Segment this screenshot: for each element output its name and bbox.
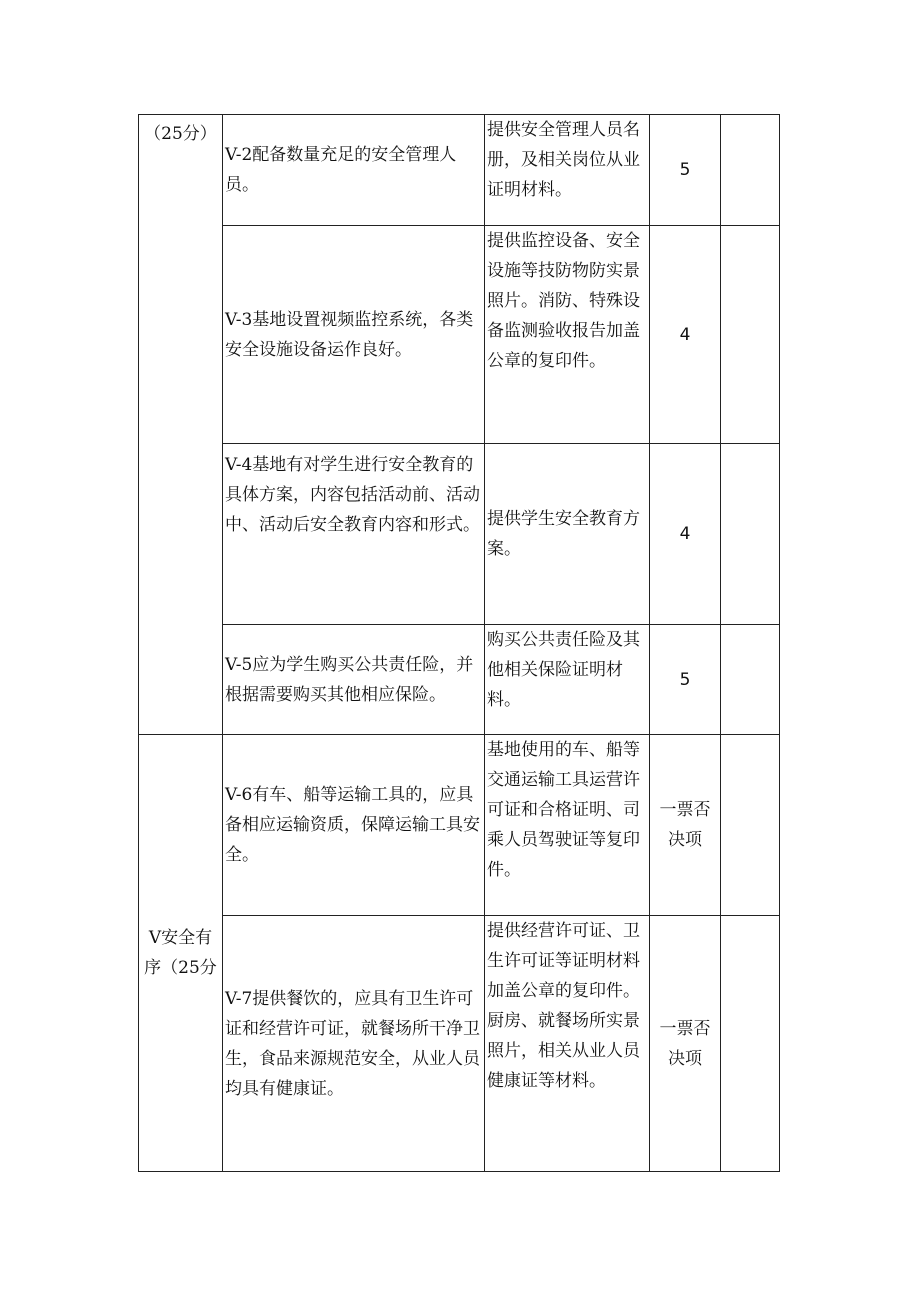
indicator-text: V-4基地有对学生进行安全教育的具体方案，内容包括活动前、活动中、活动后安全教育内容和形式。: [225, 455, 480, 535]
indicator-cell: [223, 625, 485, 735]
indicator-cell: [223, 916, 485, 1172]
table-row: [139, 916, 780, 1172]
indicator-cell: [223, 735, 485, 916]
score-cell: [650, 735, 721, 916]
category-label: （25分）: [144, 124, 217, 144]
evaluation-sheet: [138, 114, 779, 1172]
material-text: 提供经营许可证、卫生许可证等证明材料加盖公章的复印件。厨房、就餐场所实景照片，相关从业人员健康证等材料。: [487, 921, 640, 1091]
score-value: 5: [679, 160, 691, 180]
indicator-cell: [223, 115, 485, 226]
material-cell: [485, 735, 650, 916]
indicator-text: V-2配备数量充足的安全管理人员。: [225, 145, 457, 195]
material-cell: [485, 916, 650, 1172]
indicator-text: V-6有车、船等运输工具的，应具备相应运输资质，保障运输工具安全。: [225, 785, 480, 865]
table-row: [139, 115, 780, 226]
category-cell: [139, 115, 223, 735]
indicator-text: V-7提供餐饮的，应具有卫生许可证和经营许可证，就餐场所干净卫生，食品来源规范安全，从业人员均具有健康证。: [225, 988, 480, 1099]
material-text: 提供监控设备、安全设施等技防物防实景照片。消防、特殊设备监测验收报告加盖公章的复印件。: [487, 231, 640, 371]
category-cell: [139, 735, 223, 1172]
score-cell: [650, 226, 721, 444]
material-text: 基地使用的车、船等交通运输工具运营许可证和合格证明、司乘人员驾驶证等复印件。: [487, 740, 640, 880]
remark-cell: [721, 115, 780, 226]
score-value: 4: [679, 524, 691, 544]
indicator-cell: [223, 226, 485, 444]
material-cell: [485, 226, 650, 444]
score-cell: [650, 625, 721, 735]
remark-cell: [721, 226, 780, 444]
material-text: 提供安全管理人员名册，及相关岗位从业证明材料。: [487, 120, 640, 200]
indicator-text: V-3基地设置视频监控系统，各类安全设施设备运作良好。: [225, 309, 474, 360]
score-cell: [650, 444, 721, 625]
remark-cell: [721, 916, 780, 1172]
category-label: V安全有序（25分: [144, 928, 217, 978]
score-value: 一票否决项: [659, 800, 711, 850]
material-cell: [485, 444, 650, 625]
score-cell: [650, 115, 721, 226]
indicator-cell: [223, 444, 485, 625]
remark-cell: [721, 625, 780, 735]
material-cell: [485, 625, 650, 735]
material-text: 提供学生安全教育方案。: [487, 509, 640, 559]
table-row: [139, 735, 780, 916]
material-text: 购买公共责任险及其他相关保险证明材料。: [487, 630, 640, 710]
score-value: 4: [679, 324, 691, 345]
score-value: 一票否决项: [659, 1018, 711, 1069]
score-value: 5: [679, 669, 691, 690]
table-row: [139, 226, 780, 444]
remark-cell: [721, 735, 780, 916]
score-cell: [650, 916, 721, 1172]
table-row: [139, 444, 780, 625]
table-row: [139, 625, 780, 735]
remark-cell: [721, 444, 780, 625]
indicator-text: V-5应为学生购买公共责任险，并根据需要购买其他相应保险。: [225, 654, 474, 705]
evaluation-table: [138, 114, 780, 1172]
material-cell: [485, 115, 650, 226]
